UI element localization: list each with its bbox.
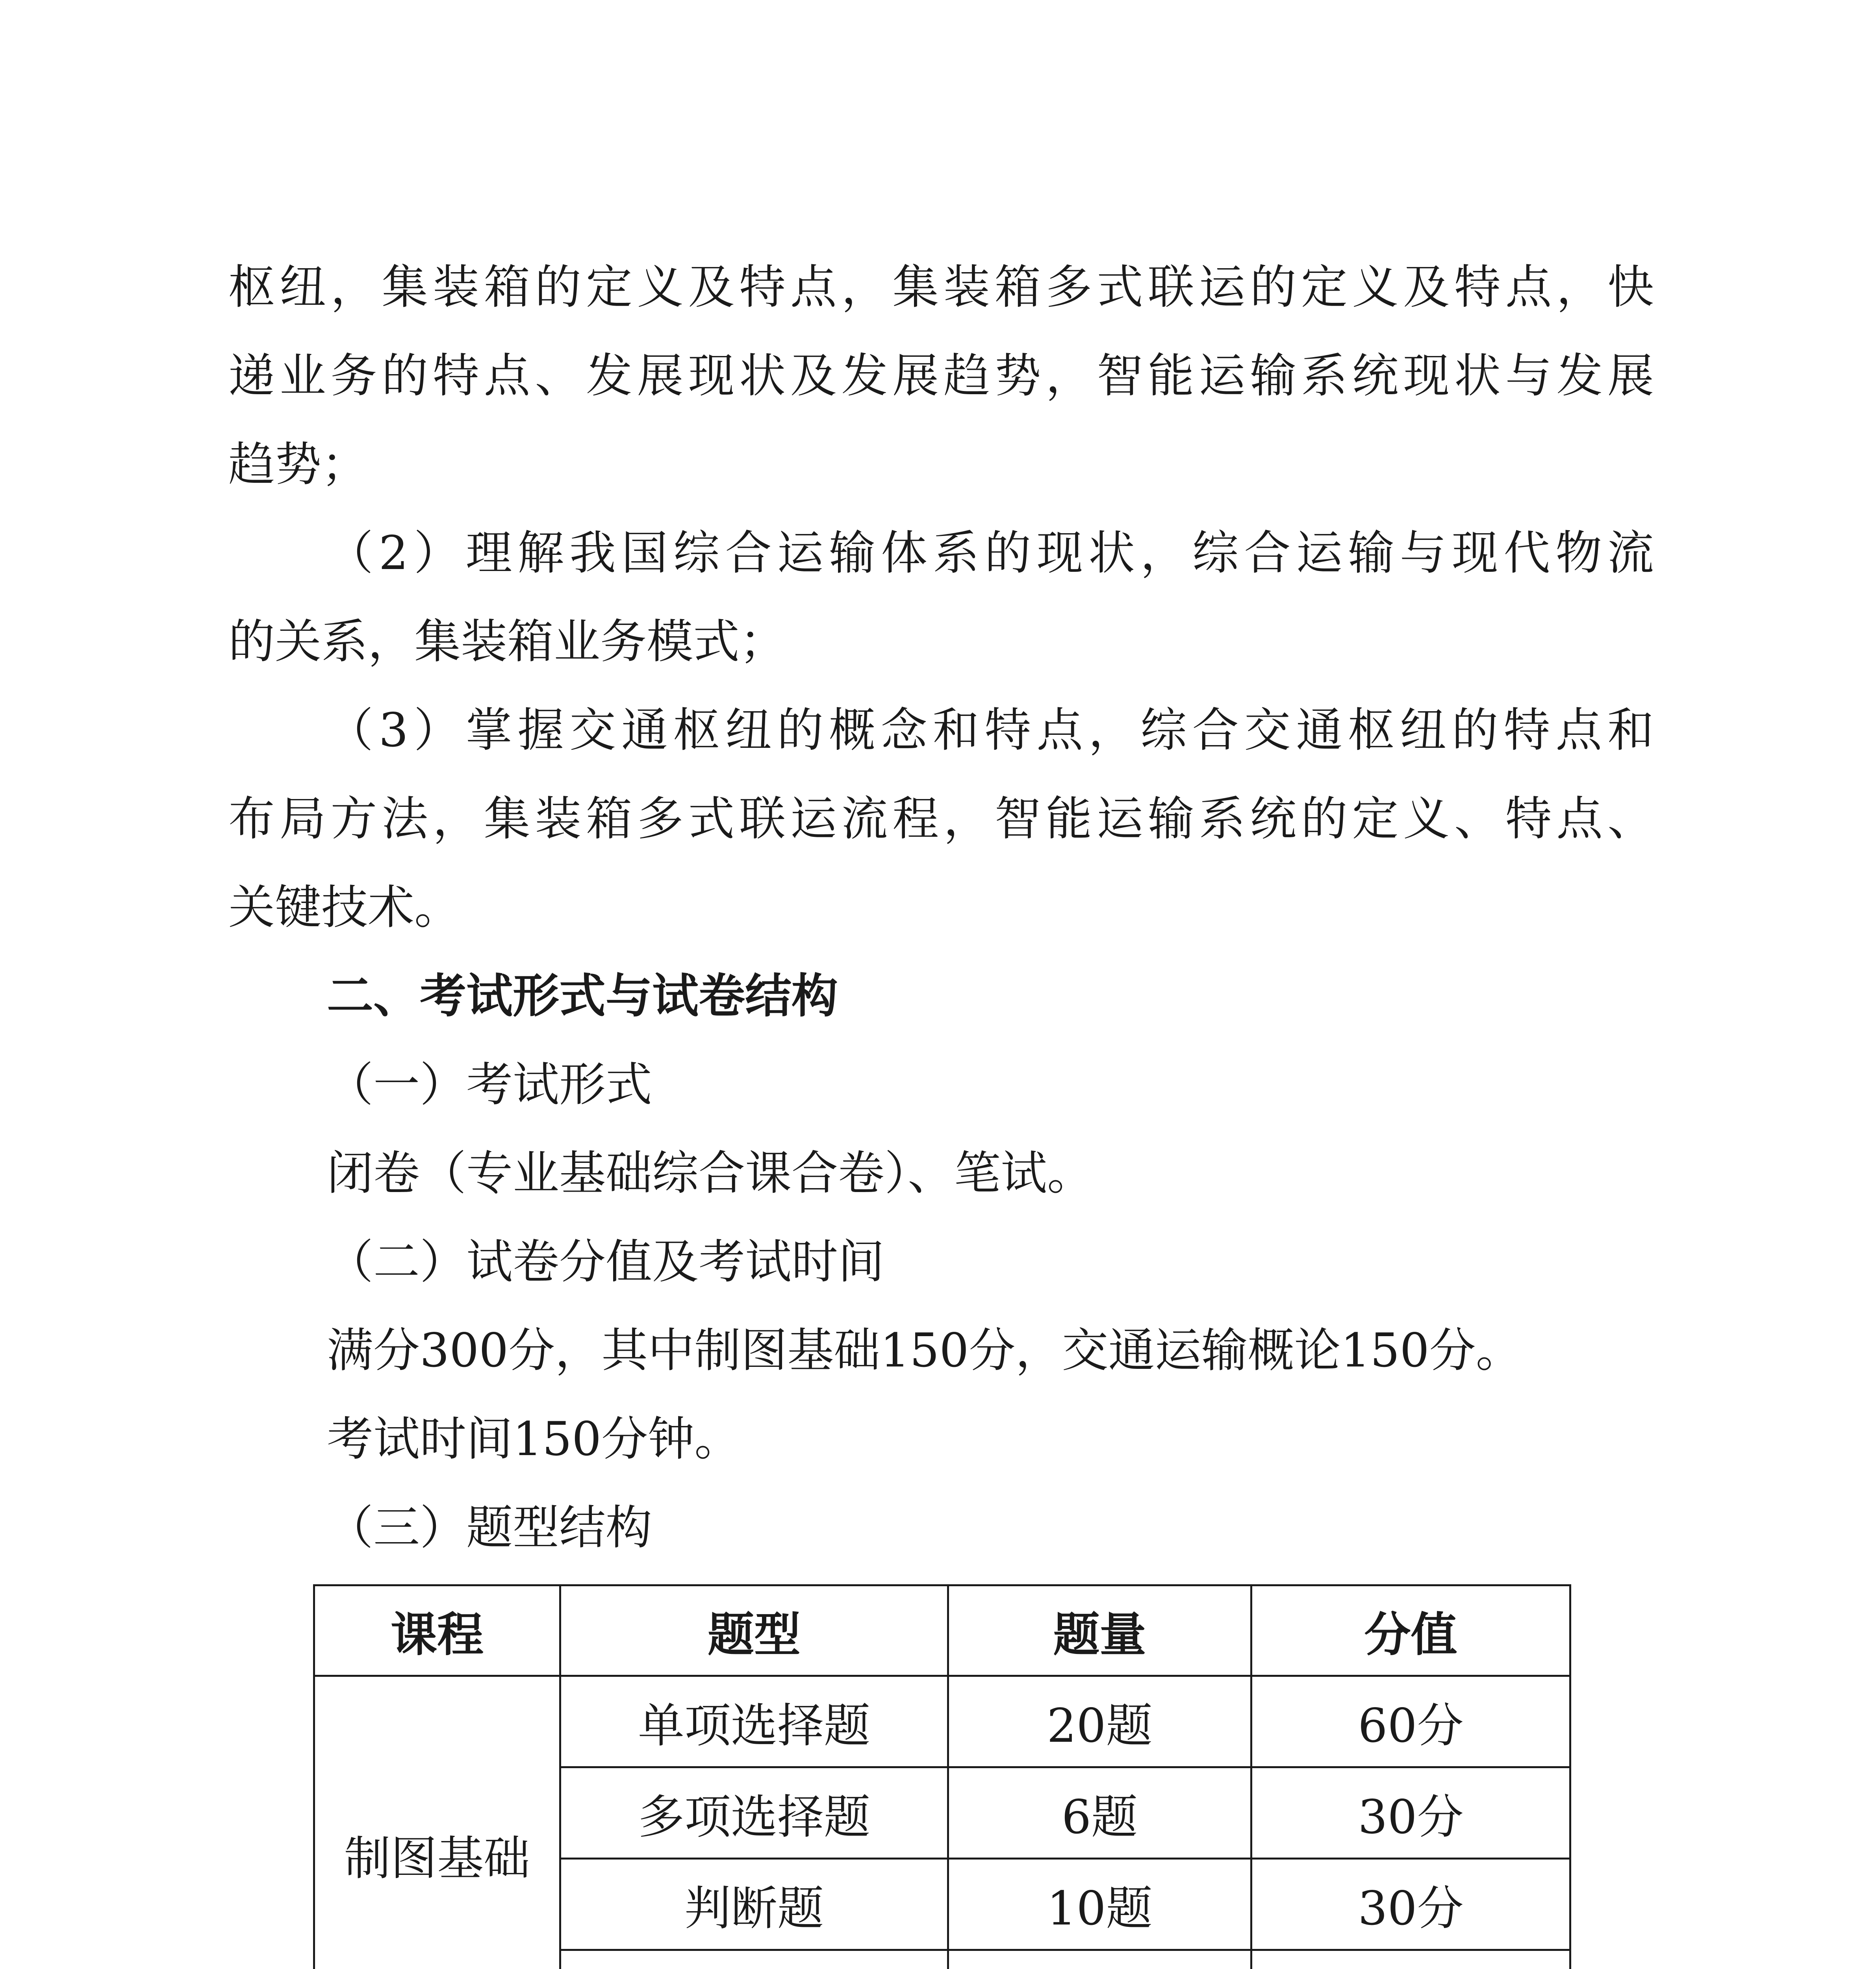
question-count-cell: 10题 xyxy=(948,1859,1251,1950)
question-type-cell: 多项选择题 xyxy=(560,1767,948,1859)
header-score: 分值 xyxy=(1251,1585,1570,1676)
exam-time-text: 考试时间150分钟。 xyxy=(327,1412,741,1466)
header-course: 课程 xyxy=(314,1585,560,1676)
question-count-cell: 20题 xyxy=(948,1676,1251,1767)
score-cell xyxy=(1251,1950,1570,1969)
paragraph-3-line-2: 布局方法，集装箱多式联运流程，智能运输系统的定义、特点、 xyxy=(228,792,1654,846)
paragraph-1-line-1: 枢纽，集装箱的定义及特点，集装箱多式联运的定义及特点，快 xyxy=(228,260,1654,314)
paragraph-2-line-1: （2）理解我国综合运输体系的现状，综合运输与现代物流 xyxy=(327,526,1654,580)
question-type-cell xyxy=(560,1950,948,1969)
header-question-type: 题型 xyxy=(560,1585,948,1676)
score-cell: 30分 xyxy=(1251,1859,1570,1950)
section-2-heading: 二、考试形式与试卷结构 xyxy=(327,969,838,1023)
question-type-cell: 判断题 xyxy=(560,1859,948,1950)
paragraph-3-line-3: 关键技术。 xyxy=(228,880,461,934)
course-cell-drawing xyxy=(314,1676,560,1969)
table-header-row xyxy=(314,1585,1570,1676)
subsection-3-heading: （三）题型结构 xyxy=(327,1500,653,1555)
subsection-1-heading: （一）考试形式 xyxy=(327,1057,653,1112)
course-name-line: 制图基础 xyxy=(344,1831,530,1886)
question-type-table xyxy=(313,1584,1571,1969)
paragraph-2-line-2: 的关系，集装箱业务模式； xyxy=(228,614,786,669)
paragraph-3-line-1: （3）掌握交通枢纽的概念和特点，综合交通枢纽的特点和 xyxy=(327,703,1654,757)
exam-format-text: 闭卷（专业基础综合课合卷）、笔试。 xyxy=(327,1146,1094,1200)
subsection-2-heading: （二）试卷分值及考试时间 xyxy=(327,1235,885,1289)
question-count-cell: 6题 xyxy=(948,1767,1251,1859)
question-type-cell: 单项选择题 xyxy=(560,1676,948,1767)
header-question-count: 题量 xyxy=(948,1585,1251,1676)
table-row xyxy=(314,1676,1570,1767)
score-text: 满分300分，其中制图基础150分，交通运输概论150分。 xyxy=(327,1323,1522,1378)
question-count-cell xyxy=(948,1950,1251,1969)
score-cell: 60分 xyxy=(1251,1676,1570,1767)
paragraph-1-line-3: 趋势； xyxy=(228,437,368,491)
paragraph-1-line-2: 递业务的特点、发展现状及发展趋势，智能运输系统现状与发展 xyxy=(228,349,1654,403)
score-cell: 30分 xyxy=(1251,1767,1570,1859)
